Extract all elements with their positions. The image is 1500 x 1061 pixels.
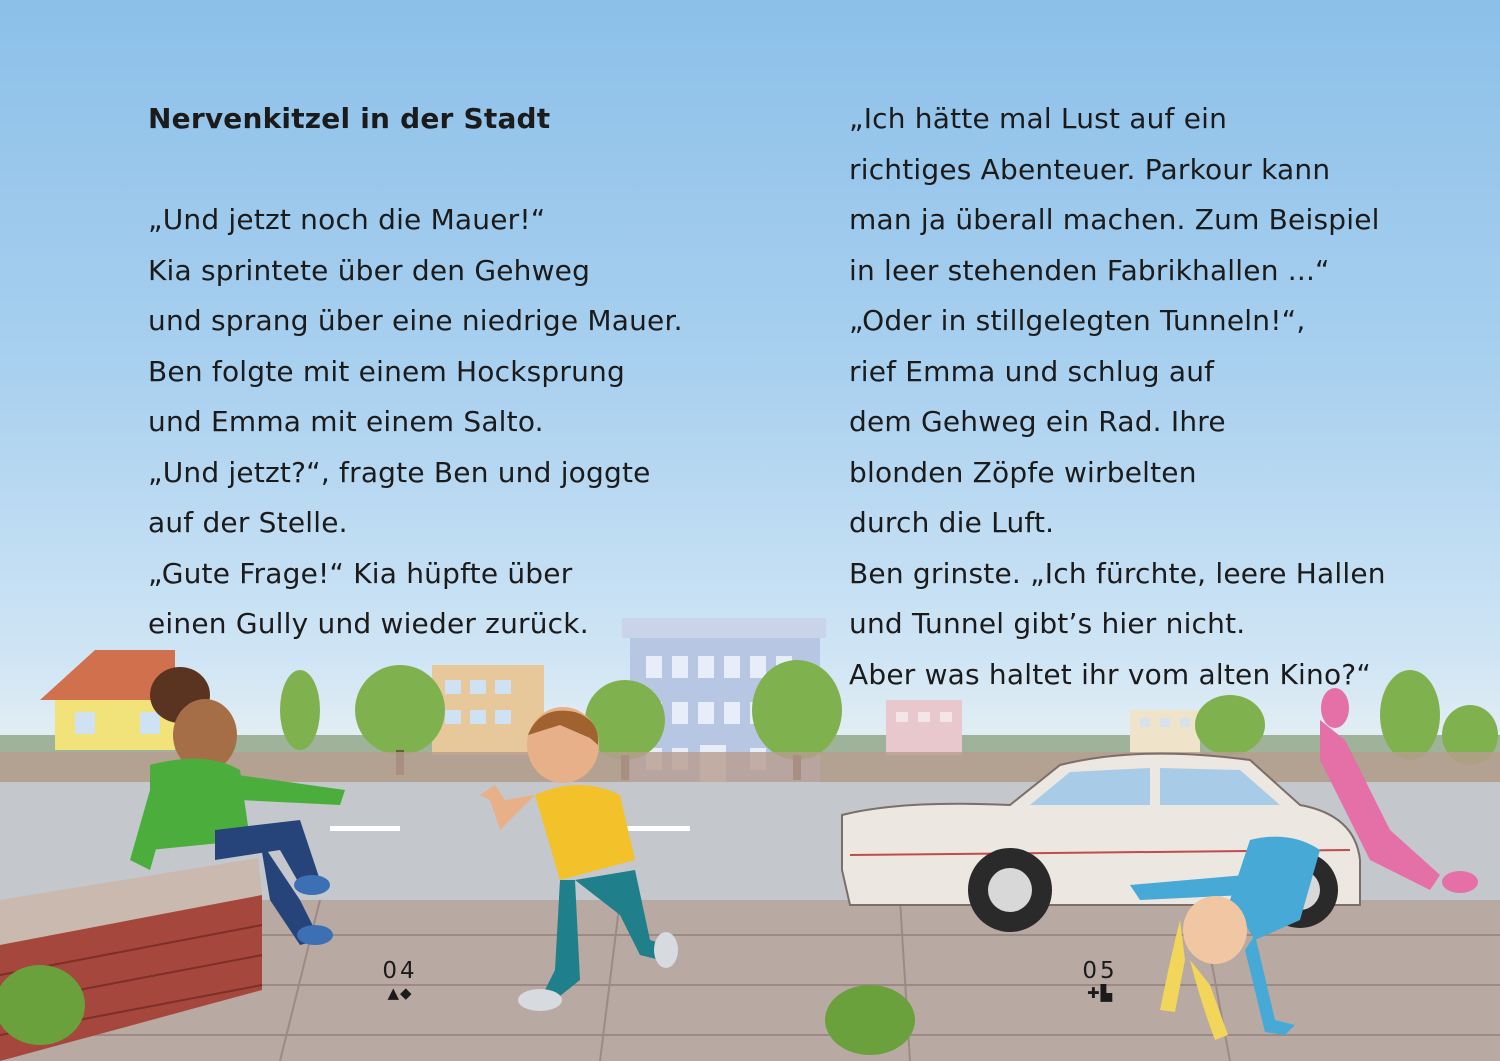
text-line: in leer stehenden Fabrikhallen ...“ [849, 253, 1330, 287]
page-number-left [370, 958, 430, 1002]
page-symbols-icon: ✚▙ [1086, 984, 1114, 1002]
text-line: und Tunnel gibt’s hier nicht. [849, 607, 1246, 640]
text-line: „Gute Frage!“ Kia hüpfte über [148, 556, 573, 590]
chapter-title: Nervenkitzel in der Stadt [148, 102, 551, 135]
text-line: Ben grinste. „Ich fürchte, leere Hallen [849, 556, 1386, 590]
page-symbols-icon: ▲◆ [387, 984, 413, 1002]
text-line: „Und jetzt?“, fragte Ben und joggte [148, 455, 651, 489]
text-line: „Oder in stillgelegten Tunneln!“, [849, 304, 1306, 337]
page-number-right [1070, 958, 1130, 1002]
text-line: dem Gehweg ein Rad. Ihre [849, 405, 1226, 438]
text-line: „Und jetzt noch die Mauer!“ [148, 203, 546, 236]
text-line: Kia sprintete über den Gehweg [148, 253, 591, 287]
text-line: Ben folgte mit einem Hocksprung [148, 354, 625, 388]
text-line: rief Emma und schlug auf [849, 354, 1215, 388]
distant-building-right [1130, 710, 1200, 755]
text-line: Aber was haltet ihr vom alten Kino?“ [849, 657, 1372, 691]
text-line: „Ich hätte mal Lust auf ein [849, 102, 1228, 135]
text-line: auf der Stelle. [148, 506, 348, 539]
pink-building [886, 700, 962, 755]
text-line: blonden Zöpfe wirbelten [849, 455, 1197, 489]
page-number: 05 [1082, 958, 1118, 984]
page-number: 04 [382, 958, 418, 984]
road-marking [330, 826, 400, 831]
text-line: man ja überall machen. Zum Beispiel [849, 203, 1380, 236]
text-line: einen Gully und wieder zurück. [148, 607, 589, 640]
text-line: und sprang über eine niedrige Mauer. [148, 304, 683, 337]
right-page-text [849, 94, 1409, 700]
text-line: richtiges Abenteuer. Parkour kann [849, 152, 1331, 186]
text-line: durch die Luft. [849, 506, 1055, 539]
left-page-text [148, 94, 748, 650]
text-line: und Emma mit einem Salto. [148, 405, 544, 438]
